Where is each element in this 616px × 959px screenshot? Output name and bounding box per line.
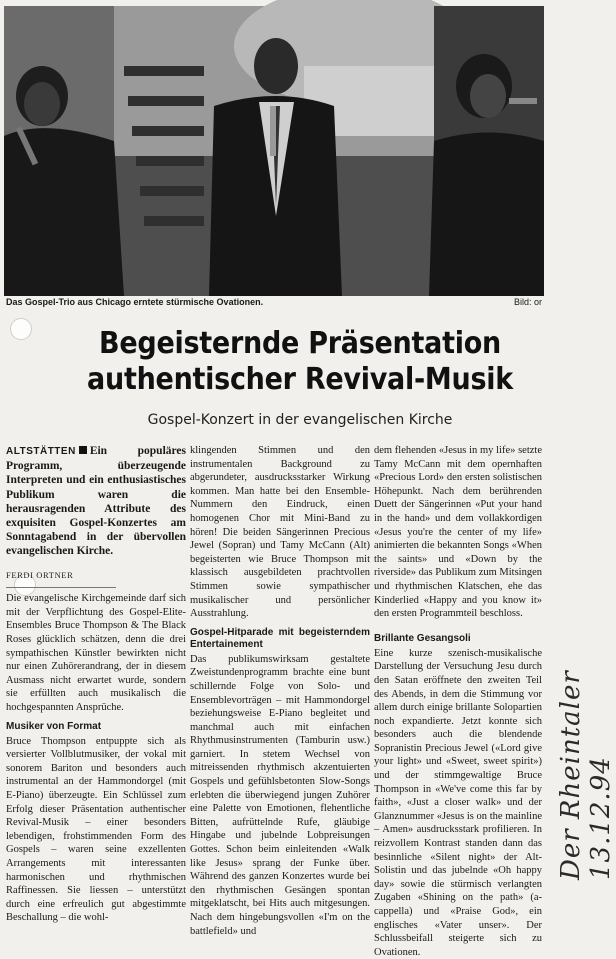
square-bullet-icon <box>79 446 87 454</box>
body-paragraph: Das publikumswirksam gestaltete Zweistundenprogramm brachte eine bunt schillernde Folge von Solo- und Ensemblevorträgen – mit Hammondorgel beziehungsweise E-Piano begleitet und manchmal auch mit einfachen Rhythmusinstrumenten (Tamburin usw.) garniert. In stetem Wechsel von mitreissenden rhythmisch akzentuierten Gospels und gefühlsbetonten Slow-Songs erlebten die überwiegend jungen Zuhörer eine Palette von Emotionen, flehentliche Bitten, aufrüttelnde Rufe, gläubige Hingabe und jubelnde Lobpreisungen Gottes. Schon beim einleitenden «Walk like Jesus» sprang der Funke über. Während des ganzen Konzertes wurde bei den rhythmischen Gesängen spontan mitgeklatscht, bei Hits auch mitgesungen. Nach dem hingebungsvollen «I'm on the battlefield» und <box>190 653 370 937</box>
dateline: ALTSTÄTTEN <box>6 446 76 457</box>
concert-photo <box>4 6 544 296</box>
body-paragraph: Eine kurze szenisch-musikalische Darstellung der Versuchung Jesu durch den Satan eröffnete den zweiten Teil des Abends, in dem die Stimmung vor allem durch einige brillante Solopartien noch expandierte. Jetzt konnte sich besonders auch die blendende Sopranistin Precious Jewel («Lord give your light» und «Sweet, sweet spirit») und der stimmgewaltige Bruce Thompson in «We've come this far by faith», «Just a closer walk» und der Glanznummer «Jesus is on the mainline – Amen» ausdrucksstark profilieren. In reizvollem Kontrast standen dann das besinnliche «Silent night» der Alt-Solistin und das jubelnde «Oh happy day» sowie die stürmisch verlangten Zugaben «Shining on the path» (a-cappella) und «Praise God», ein englisches «Vater unser». Der Schlussbeifall steigerte sich zu Ovationen. <box>374 647 542 958</box>
subheadline: Gospel-Konzert in der evangelischen Kirche <box>147 412 453 428</box>
section-heading: Gospel-Hitparade mit begeisterndem Entertainement <box>190 626 370 650</box>
punch-hole-top <box>10 318 32 340</box>
photo-credit: Bild: or <box>513 297 542 307</box>
body-paragraph: dem flehenden «Jesus in my life» setzte Tamy McCann mit dem opernhaften «Precious Lord» den ersten solistischen Höhepunkt. Nach dem berührenden Duett der Sängerinnen «Put your hand in the hand» und dem vollakkordigen «Jesus you're the center of my life» animierten die bekannten Songs «When the saints» und «Down by the riverside» das Publikum zum Mitsingen und rhythmischen Klatschen, ehe das Kinderlied «Happy and you know it» den ersten Programmteil beschloss. <box>374 445 542 620</box>
article-column-3 <box>374 444 542 958</box>
photo-caption <box>6 297 542 307</box>
article-column-1 <box>6 444 186 924</box>
lead-text: Ein populäres Programm, überzeugende Interpreten und ein enthusiastisches Publikum waren die herausragenden Attribute des exquisiten Gospel-Konzertes am Sonntagabend in der übervollen evangelischen Kirche. <box>6 445 186 558</box>
body-paragraph: Die evangelische Kirchgemeinde darf sich mit der Verpflichtung des Gospel-Elite-Ensembles Bruce Thompson & The Black Roses glücklich schätzen, denn die drei sympathischen Künstler bewirkten nicht nur einen Zuhörerandrang, der in diesem Ausmass nicht erwartet wurde, sondern sie erfüllten auch musikalisch die hochgespannten Ansprüche. <box>6 593 186 713</box>
headline-line-1: Begeisternde Präsentation <box>99 326 501 361</box>
body-paragraph: Bruce Thompson entpuppte sich als versierter Vollblutmusiker, der vokal mit sonorem Bariton und besonders auch instrumental an der Hammondorgel (mit E-Piano) überzeugte. Ein Schlüssel zum Erfolg dieser Präsentation authentischer Revival-Musik – einer besonders lebendigen, frohstimmenden Form des Gospels – waren seine exzellenten Arrangements mit interessanten harmonischen und rhythmischen Raffinessen. Sie liessen – unterstützt durch eine erfreulich gut abgestimmte Beschallung – die wohl- <box>6 735 186 924</box>
section-heading: Musiker von Format <box>6 720 102 732</box>
photo-scene <box>4 6 544 296</box>
lead-paragraph <box>6 444 186 559</box>
caption-text: Das Gospel-Trio aus Chicago erntete stürmische Ovationen. <box>6 297 264 307</box>
section-heading: Brillante Gesangsoli <box>374 632 471 644</box>
body-paragraph: klingenden Stimmen und den instrumentalen Background zu abgerundeter, ausdrucksstarker Wirkung kommen. Man hatte bei den Ensemble-Nummern den Eindruck, einen homogenen Chor mit Mini-Band zu hören! Die beiden Sängerinnen Precious Jewel (Sopran) und Tamy McCann (Alt) begeisterten wie Bruce Thompson mit klassisch ausgebildeten prachtvollen Stimmen sowie sympathischer musikalischer und persönlicher Ausstrahlung. <box>190 445 370 620</box>
handwritten-source-note: Der Rheintaler 13.12.94 <box>556 670 616 880</box>
author-byline: FERDI ORTNER <box>6 569 116 589</box>
headline <box>30 326 570 398</box>
article-column-2 <box>190 444 370 937</box>
headline-line-2: authentischer Revival-Musik <box>87 362 513 397</box>
